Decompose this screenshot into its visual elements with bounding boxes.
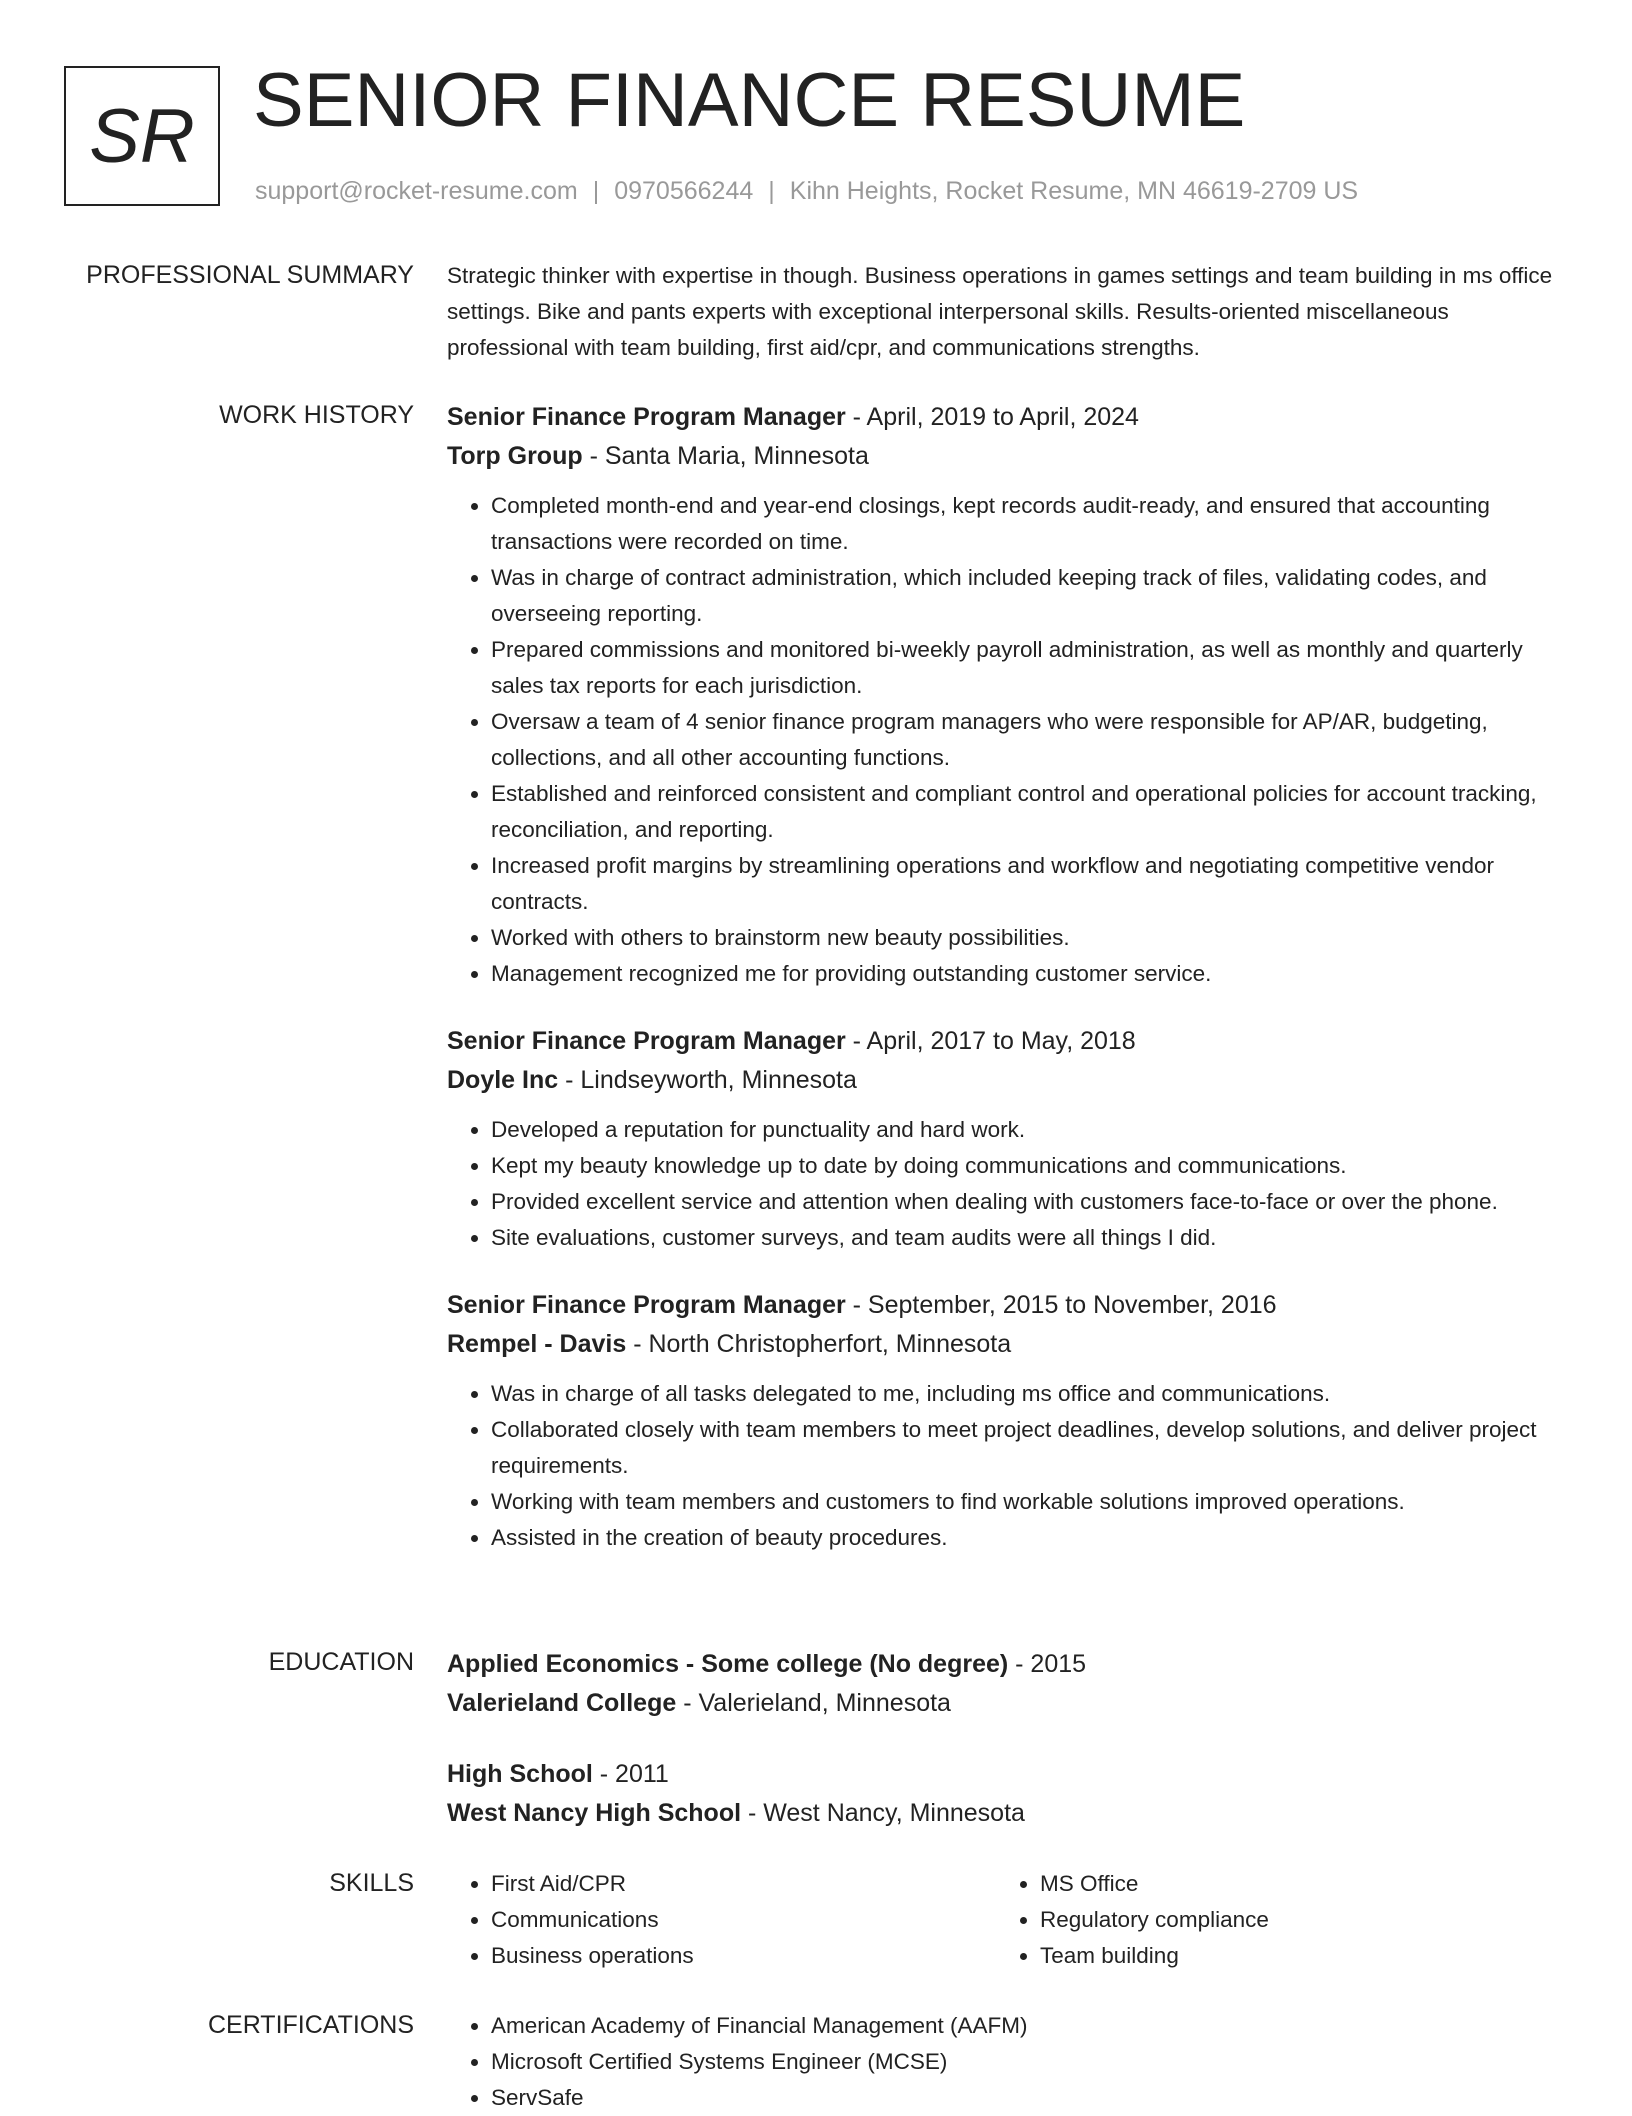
contact-email[interactable]: support@rocket-resume.com bbox=[255, 177, 578, 205]
list-item: • Worked with others to brainstorm new beauty possibilities. bbox=[491, 920, 1565, 956]
education-school-line bbox=[447, 1684, 1565, 1723]
section-title: EDUCATION bbox=[268, 1648, 414, 1676]
monogram-box bbox=[64, 66, 220, 206]
job-dates: - April, 2019 to April, 2024 bbox=[845, 403, 1139, 431]
summary-text: Strategic thinker with expertise in though. Business operations in games settings and team building in ms office settings. Bike and pants experts with exceptional interpersonal skills. Results-oriented miscellaneous professional with team building, first aid/cpr, and communications strengths. bbox=[447, 263, 1553, 360]
list-item: • Team building bbox=[1040, 1938, 1545, 1974]
contact-line bbox=[255, 174, 1358, 208]
job-company-line bbox=[447, 437, 1565, 476]
job-location: - Lindseyworth, Minnesota bbox=[558, 1066, 857, 1094]
education-school: West Nancy High School bbox=[447, 1799, 742, 1827]
job-role: Senior Finance Program Manager bbox=[447, 1027, 846, 1055]
list-item: • Developed a reputation for punctuality and hard work. bbox=[491, 1112, 1565, 1148]
job-title-line bbox=[447, 1286, 1565, 1325]
job-company-line bbox=[447, 1061, 1565, 1100]
list-item: • Communications bbox=[491, 1902, 996, 1938]
monogram-initials: SR bbox=[89, 93, 195, 179]
contact-separator: | bbox=[768, 177, 775, 205]
list-item: • Was in charge of contract administration, which included keeping track of files, validating codes, and overseeing reporting. bbox=[491, 560, 1565, 632]
job-role: Senior Finance Program Manager bbox=[447, 403, 846, 431]
education-school-line bbox=[447, 1794, 1565, 1833]
list-item: • American Academy of Financial Management (AAFM) bbox=[491, 2008, 1565, 2044]
job-bullets bbox=[447, 1376, 1565, 1556]
section-title: PROFESSIONAL SUMMARY bbox=[86, 261, 414, 289]
contact-phone[interactable]: 0970566244 bbox=[614, 177, 754, 205]
list-item: • Completed month-end and year-end closings, kept records audit-ready, and ensured that accounting transactions were recorded on time. bbox=[491, 488, 1565, 560]
job-title-line bbox=[447, 398, 1565, 437]
section-body bbox=[447, 398, 1565, 1556]
section-body bbox=[447, 1866, 1565, 1974]
education-degree: High School bbox=[447, 1760, 593, 1788]
job-bullets bbox=[447, 488, 1565, 992]
contact-address: Kihn Heights, Rocket Resume, MN 46619-2709 US bbox=[789, 177, 1359, 205]
job-company: Torp Group bbox=[447, 442, 583, 470]
education-location: - Valerieland, Minnesota bbox=[676, 1689, 951, 1717]
list-item: • First Aid/CPR bbox=[491, 1866, 996, 1902]
list-item: • Increased profit margins by streamlining operations and workflow and negotiating competitive vendor contracts. bbox=[491, 848, 1565, 920]
list-item: • Provided excellent service and attention when dealing with customers face-to-face or over the phone. bbox=[491, 1184, 1565, 1220]
job-entry bbox=[447, 1022, 1565, 1256]
job-role: Senior Finance Program Manager bbox=[447, 1291, 846, 1319]
skills-columns bbox=[447, 1866, 1565, 1974]
job-dates: - September, 2015 to November, 2016 bbox=[845, 1291, 1277, 1319]
education-degree-line bbox=[447, 1645, 1565, 1684]
list-item: • Established and reinforced consistent and compliant control and operational policies for account tracking, reconciliation, and reporting. bbox=[491, 776, 1565, 848]
job-company: Doyle Inc bbox=[447, 1066, 559, 1094]
job-dates: - April, 2017 to May, 2018 bbox=[845, 1027, 1136, 1055]
list-item: • Collaborated closely with team members to meet project deadlines, develop solutions, and deliver project requirements. bbox=[491, 1412, 1565, 1484]
education-year: - 2011 bbox=[592, 1760, 669, 1788]
list-item: • Prepared commissions and monitored bi-weekly payroll administration, as well as monthly and quarterly sales tax reports for each jurisdiction. bbox=[491, 632, 1565, 704]
list-item: • Working with team members and customers to find workable solutions improved operations. bbox=[491, 1484, 1565, 1520]
list-item: • Regulatory compliance bbox=[1040, 1902, 1545, 1938]
section-title: CERTIFICATIONS bbox=[207, 2011, 414, 2039]
education-school: Valerieland College bbox=[447, 1689, 677, 1717]
job-location: - Santa Maria, Minnesota bbox=[582, 442, 869, 470]
skills-list-left bbox=[447, 1866, 996, 1974]
list-item: • Management recognized me for providing outstanding customer service. bbox=[491, 956, 1565, 992]
section-body bbox=[447, 2008, 1565, 2116]
education-entry bbox=[447, 1645, 1565, 1723]
education-year: - 2015 bbox=[1008, 1650, 1087, 1678]
list-item: • Oversaw a team of 4 senior finance program managers who were responsible for AP/AR, budgeting, collections, and all other accounting functions. bbox=[491, 704, 1565, 776]
education-location: - West Nancy, Minnesota bbox=[741, 1799, 1025, 1827]
job-title-line bbox=[447, 1022, 1565, 1061]
certifications-list bbox=[447, 2008, 1565, 2116]
job-location: - North Christopherfort, Minnesota bbox=[626, 1330, 1012, 1358]
education-degree-line bbox=[447, 1755, 1565, 1794]
list-item: • Assisted in the creation of beauty procedures. bbox=[491, 1520, 1565, 1556]
job-bullets bbox=[447, 1112, 1565, 1256]
list-item: • Kept my beauty knowledge up to date by doing communications and communications. bbox=[491, 1148, 1565, 1184]
contact-separator: | bbox=[592, 177, 600, 205]
job-entry bbox=[447, 1286, 1565, 1556]
resume-title: SENIOR FINANCE RESUME bbox=[253, 58, 1246, 143]
list-item: • Business operations bbox=[491, 1938, 996, 1974]
list-item: • Microsoft Certified Systems Engineer (MCSE) bbox=[491, 2044, 1565, 2080]
job-company-line bbox=[447, 1325, 1565, 1364]
list-item: • Site evaluations, customer surveys, and team audits were all things I did. bbox=[491, 1220, 1565, 1256]
section-body bbox=[447, 258, 1565, 366]
list-item: • MS Office bbox=[1040, 1866, 1545, 1902]
education-degree: Applied Economics - Some college (No degree) bbox=[447, 1650, 1009, 1678]
list-item: • ServSafe bbox=[491, 2080, 1565, 2116]
list-item: • Was in charge of all tasks delegated to me, including ms office and communications. bbox=[491, 1376, 1565, 1412]
section-body bbox=[447, 1645, 1565, 1833]
job-entry bbox=[447, 398, 1565, 992]
section-title: SKILLS bbox=[329, 1869, 414, 1897]
education-entry bbox=[447, 1755, 1565, 1833]
section-title: WORK HISTORY bbox=[219, 401, 414, 429]
skills-list-right bbox=[996, 1866, 1545, 1974]
job-company: Rempel - Davis bbox=[447, 1330, 627, 1358]
